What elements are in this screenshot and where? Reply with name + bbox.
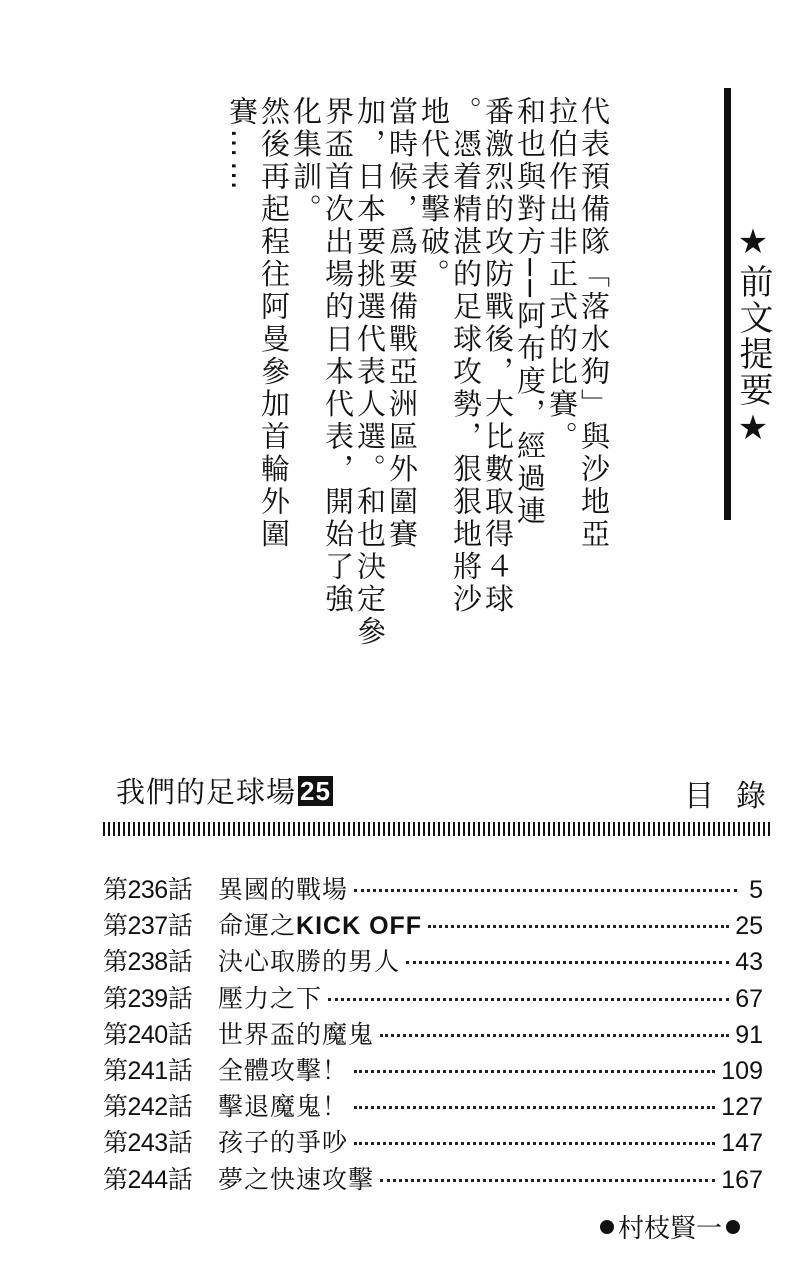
synopsis-line: 代表預備隊「落水狗」與沙地亞 [577,96,611,551]
toc-chapter-number: 第237話 [103,912,193,941]
bullet-dot-icon [600,1220,614,1234]
toc-page-number: 67 [735,984,763,1013]
synopsis-line: 界盃首次出場的日本代表，開始了強 [321,96,355,616]
toc-leader-dots [428,924,729,928]
barcode-rule [103,822,771,836]
toc-leader-dots [354,1105,715,1109]
toc-page-number: 25 [735,912,763,941]
toc-entry[interactable] [103,906,763,942]
toc-leader-dots [380,1178,715,1182]
synopsis-line: 和也與對方──阿布度，經過連 [513,96,547,528]
synopsis-line: 賽…… [225,96,259,194]
book-title-text: 我們的足球場 [116,775,297,809]
toc-leader-dots [354,888,737,892]
synopsis-divider-bar [724,88,731,520]
toc-page-number: 147 [721,1129,763,1158]
toc-entry[interactable] [103,942,763,978]
toc-chapter-number: 第241話 [103,1056,193,1085]
toc-leader-dots [380,1033,729,1037]
toc-leader-dots [354,1141,715,1145]
toc-entry[interactable] [103,870,763,906]
author-name: 村枝賢一 [618,1214,723,1244]
toc-entry[interactable] [103,1015,763,1051]
synopsis-line: 地代表擊破。 [417,96,451,291]
toc-chapter-number: 第244話 [103,1165,193,1194]
volume-badge: 25 [300,776,331,806]
synopsis-line: 。憑着精湛的足球攻勢，狠狠地將沙 [449,96,483,616]
toc-leader-dots [406,960,729,964]
toc-chapter-title: 世界盃的魔鬼 [218,1019,375,1049]
toc-chapter-number: 第236話 [103,876,193,904]
toc-entry[interactable] [103,1087,763,1123]
toc-entry[interactable] [103,1160,763,1196]
synopsis-body [225,96,611,649]
toc-entry[interactable] [103,1123,763,1159]
synopsis-line: 番激烈的攻防戰後，大比數取得４球 [481,96,515,616]
toc-chapter-title: 夢之快速攻擊 [218,1164,375,1194]
synopsis-title: ★前文提要★ [733,222,773,450]
bullet-dot-icon [726,1220,740,1234]
toc-page-number: 91 [735,1020,763,1049]
toc-chapter-title: 異國的戰場 [218,875,349,904]
toc-chapter-title: 孩子的爭吵 [218,1128,349,1158]
toc-page-number: 5 [749,876,763,904]
toc-page-number: 127 [721,1093,763,1122]
toc-list [103,870,763,1196]
toc-chapter-title-en: KICK OFF [296,912,423,941]
synopsis-line: 拉伯作出非正式的比賽。 [545,96,579,454]
toc-heading: 目錄 [684,779,788,814]
toc-chapter-title: 壓力之下 [218,983,323,1013]
toc-chapter-title: 全體攻擊！ [218,1055,349,1085]
toc-leader-dots [354,1069,715,1073]
toc-page-number: 109 [721,1056,763,1085]
toc-chapter-number: 第238話 [103,948,193,977]
toc-chapter-title: 擊退魔鬼！ [218,1092,349,1122]
toc-chapter-number: 第242話 [103,1093,193,1122]
synopsis-line: 加，日本要挑選代表人選。和也決定參 [353,96,387,649]
toc-chapter-title-zh: 命運之 [218,911,297,941]
synopsis-line: 化集訓。 [289,96,323,226]
toc-entry[interactable] [103,1051,763,1087]
synopsis-line: 然後再起程往阿曼參加首輪外圍 [257,96,291,551]
author-credit [596,1208,744,1245]
synopsis-line: 當時候，爲要備戰亞洲區外圍賽 [385,96,419,551]
toc-chapter-number: 第239話 [103,984,193,1013]
toc-page-number: 43 [735,948,763,977]
toc-page-number: 167 [721,1165,763,1194]
toc-chapter-number: 第240話 [103,1020,193,1049]
toc-entry[interactable] [103,979,763,1015]
toc-chapter-title [218,906,422,942]
toc-chapter-title: 決心取勝的男人 [218,947,401,977]
toc-chapter-number: 第243話 [103,1129,193,1158]
book-title [116,770,333,811]
toc-leader-dots [328,997,729,1001]
